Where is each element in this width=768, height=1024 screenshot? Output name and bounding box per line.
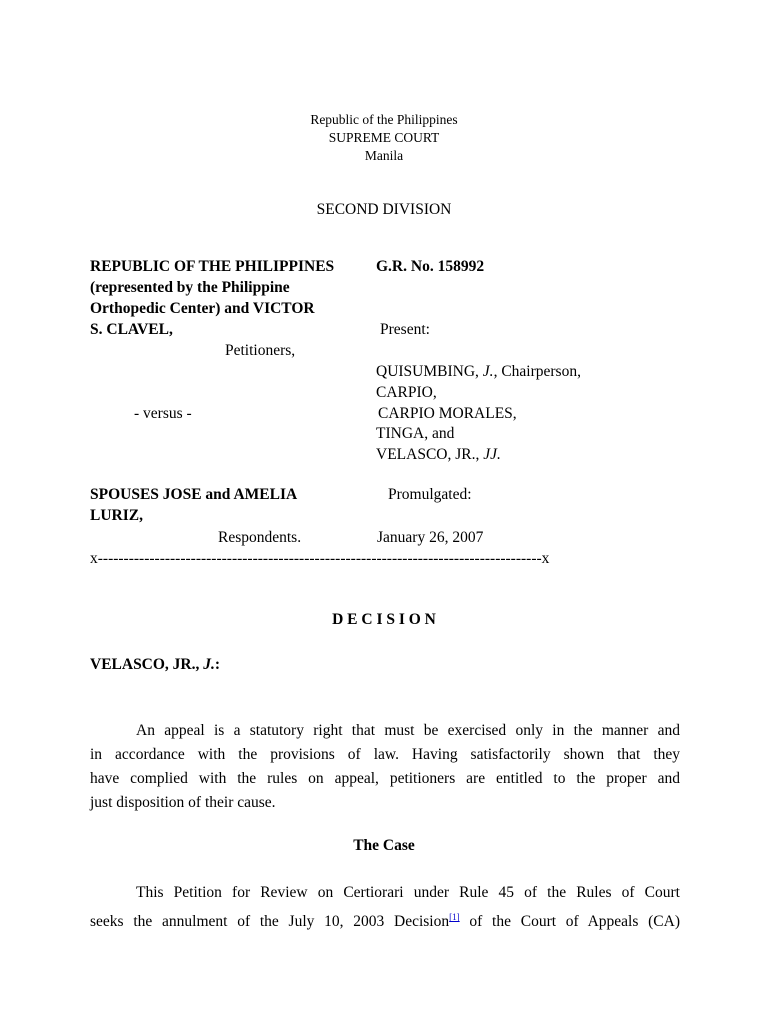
justice-carpio-morales: CARPIO MORALES, [378, 405, 517, 422]
paragraph-2-line-2-text-a: seeks the annulment of the July 10, 2003 Decision [90, 913, 450, 931]
versus-label: - versus - [134, 405, 192, 422]
justice-velasco-name: VELASCO, JR., [376, 446, 484, 463]
justice-velasco [376, 446, 501, 464]
justice-carpio: CARPIO, [376, 384, 437, 401]
present-label: Present: [380, 321, 430, 338]
justice-quisumbing [376, 363, 581, 381]
petitioner-line-3: Orthopedic Center) and VICTOR [90, 300, 315, 317]
justice-velasco-abbrev: JJ. [483, 446, 501, 463]
ponente-line [90, 656, 220, 674]
paragraph-2-line-2-text-b: of the Court of Appeals (CA) [459, 913, 680, 931]
promulgated-date: January 26, 2007 [377, 529, 484, 546]
decision-title: D E C I S I O N [332, 611, 436, 628]
paragraph-2 [90, 881, 680, 934]
court-header-manila: Manila [364, 148, 404, 163]
justice-quisumbing-abbrev: J. [482, 363, 494, 380]
respondents-label: Respondents. [218, 529, 302, 546]
court-header-republic: Republic of the Philippines [310, 112, 458, 127]
paragraph-1 [90, 719, 680, 815]
respondent-line-1: SPOUSES JOSE and AMELIA [90, 486, 298, 503]
division-heading: SECOND DIVISION [316, 201, 452, 218]
ponente-colon: : [214, 656, 221, 673]
footnote-1-link[interactable]: [1] [449, 912, 460, 922]
petitioner-line-1: REPUBLIC OF THE PHILIPPINES [90, 258, 335, 275]
petitioner-line-4: S. CLAVEL, [90, 321, 173, 338]
court-header-supreme-court: SUPREME COURT [328, 130, 440, 145]
paragraph-1-line-4: just disposition of their cause. [90, 794, 276, 811]
justice-quisumbing-role: , Chairperson, [493, 363, 581, 380]
justice-tinga: TINGA, and [376, 425, 455, 442]
paragraph-1-line-2: in accordance with the provisions of law. Having satisfactorily shown that they [90, 746, 680, 763]
gr-number: G.R. No. 158992 [376, 258, 485, 275]
section-title-the-case: The Case [353, 837, 415, 854]
petitioners-label: Petitioners, [225, 342, 296, 359]
respondent-line-2: LURIZ, [90, 507, 143, 524]
justice-quisumbing-name: QUISUMBING, [376, 363, 483, 380]
paragraph-2-line-2 [90, 905, 680, 934]
paragraph-1-line-3: have complied with the rules on appeal, petitioners are entitled to the proper and [90, 770, 680, 787]
paragraph-2-line-1: This Petition for Review on Certiorari under Rule 45 of the Rules of Court [136, 884, 680, 901]
petitioner-line-2: (represented by the Philippine [90, 279, 290, 296]
ponente-abbrev: J. [203, 656, 215, 673]
ponente-name: VELASCO, JR., [90, 656, 204, 673]
caption-separator: x--------------------------------------------------------------------------------------x [90, 550, 550, 567]
paragraph-1-line-1: An appeal is a statutory right that must be exercised only in the manner and [136, 722, 680, 739]
promulgated-label: Promulgated: [388, 486, 472, 503]
